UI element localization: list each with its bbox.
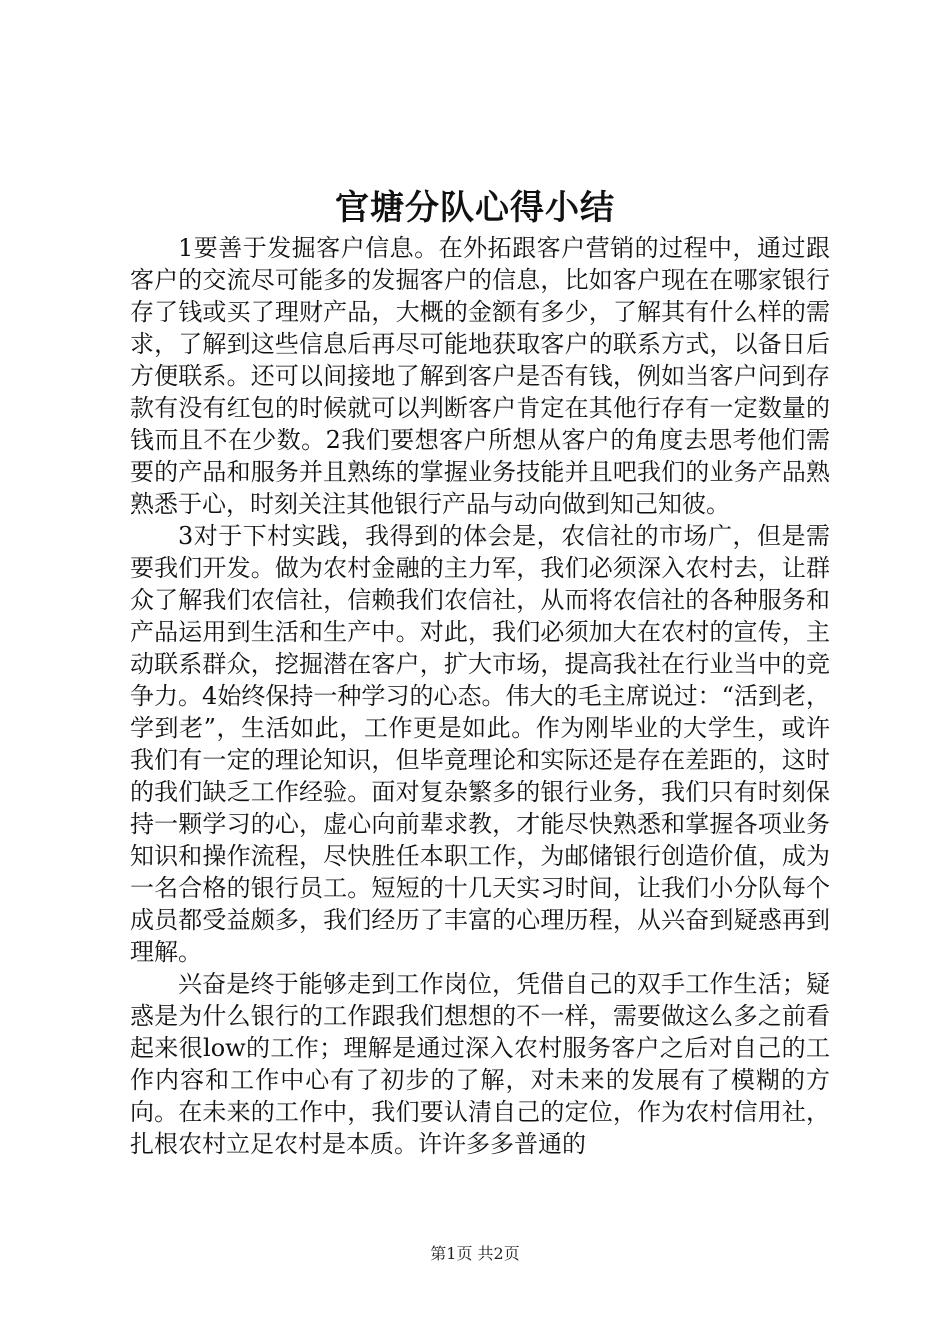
document-body <box>130 232 830 1160</box>
paragraph-3: 兴奋是终于能够走到工作岗位，凭借自己的双手工作生活；疑惑是为什么银行的工作跟我们想想的不一样，需要做这么多之前看起来很low的工作；理解是通过深入农村服务客户之后对自己的工作内容和工作中心有了初步的了解，对未来的发展有了模糊的方向。在未来的工作中，我们要认清自己的定位，作为农村信用社，扎根农村立足农村是本质。许许多多普通的 <box>130 970 830 1158</box>
paragraph-2: 3对于下村实践，我得到的体会是，农信社的市场广，但是需要我们开发。做为农村金融的主力军，我们必须深入农村去，让群众了解我们农信社，信赖我们农信社，从而将农信社的各种服务和产品运用到生活和生产中。对此，我们必须加大在农村的宣传，主动联系群众，挖掘潜在客户，扩大市场，提高我社在行业当中的竞争力。4始终保持一种学习的心态。伟大的毛主席说过：“活到老，学到老”，生活如此，工作更是如此。作为刚毕业的大学生，或许我们有一定的理论知识，但毕竟理论和实际还是存在差距的，这时的我们缺乏工作经验。面对复杂繁多的银行业务，我们只有时刻保持一颗学习的心，虚心向前辈求教，才能尽快熟悉和掌握各项业务知识和操作流程，尽快胜任本职工作，为邮储银行创造价值，成为一名合格的银行员工。短短的十几天实习时间，让我们小分队每个成员都受益颇多，我们经历了丰富的心理历程，从兴奋到疑惑再到理解。 <box>130 522 830 966</box>
page-number-footer: 第1页 共2页 <box>430 1244 520 1263</box>
paragraph-1: 1要善于发掘客户信息。在外拓跟客户营销的过程中，通过跟客户的交流尽可能多的发掘客户的信息，比如客户现在在哪家银行存了钱或买了理财产品，大概的金额有多少，了解其有什么样的需求，了解到这些信息后再尽可能地获取客户的联系方式，以备日后方便联系。还可以间接地了解到客户是否有钱，例如当客户问到存款有没有红包的时候就可以判断客户肯定在其他行存有一定数量的钱而且不在少数。2我们要想客户所想从客户的角度去思考他们需要的产品和服务并且熟练的掌握业务技能并且吧我们的业务产品熟熟悉于心，时刻关注其他银行产品与动向做到知己知彼。 <box>130 234 830 518</box>
document-title: 官塘分队心得小结 <box>335 188 615 228</box>
